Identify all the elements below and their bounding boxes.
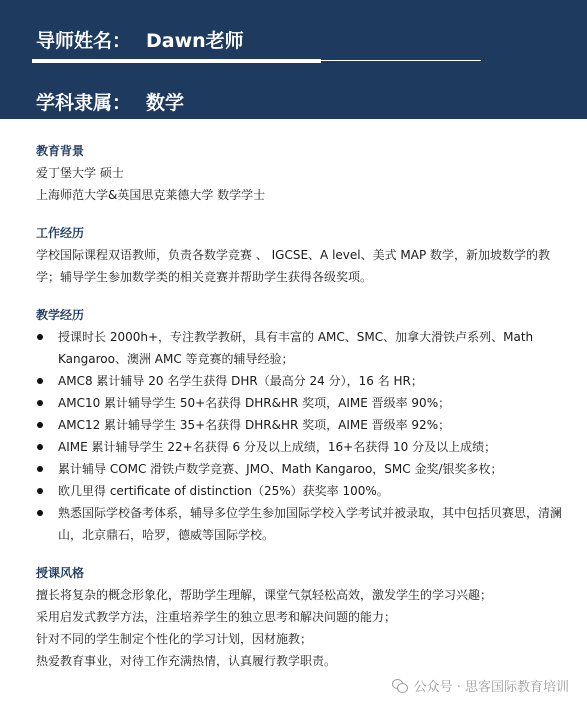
list-item [36,326,563,370]
watermark-text: 公众号 · 思客国际教育培训 [413,680,569,695]
tutor-name-row [36,26,244,53]
teaching-list [36,326,566,546]
header-banner [0,0,587,119]
list-item-text: 欧几里得 certificate of distinction（25%）获奖率 100%。 [58,484,389,498]
list-item [36,436,563,458]
style-line: 擅长将复杂的概念形象化，帮助学生理解，课堂气氛轻松高效，激发学生的学习兴趣； [36,588,493,602]
list-item-text: 累计辅导 COMC 滑铁卢数学竞赛、JMO、Math Kangaroo，SMC 金奖/银奖多枚； [58,462,503,476]
education-line: 上海师范大学&英国思克莱德大学 数学学士 [36,188,266,202]
list-item [36,458,563,480]
bullet-icon [37,400,43,406]
bullet-icon [37,422,43,428]
list-item-text: AMC10 累计辅导学生 50+名获得 DHR&HR 奖项，AIME 晋级率 90%； [58,396,451,410]
watermark [392,676,569,695]
education-line: 爱丁堡大学 硕士 [36,166,124,180]
style-line: 采用启发式教学方法，注重培养学生的独立思考和解决问题的能力； [36,610,397,624]
list-item-text: 授课时长 2000h+，专注教学教研，具有丰富的 AMC、SMC、加拿大滑铁卢系列、Math Kangaroo、澳洲 AMC 等竞赛的辅导经验； [58,330,534,366]
list-item [36,414,563,436]
style-section [36,562,566,672]
bullet-icon [37,378,43,384]
teaching-section [36,304,566,546]
tutor-name-value: Dawn老师 [146,30,244,52]
work-title: 工作经历 [36,226,85,240]
bullet-icon [37,466,43,472]
header-divider-thin [321,60,481,61]
teaching-title: 教学经历 [36,308,85,322]
header-divider-thick [32,59,321,63]
education-title: 教育背景 [36,144,85,158]
subject-label: 学科隶属： [36,92,132,114]
list-item-text: AMC12 累计辅导学生 35+名获得 DHR&HR 奖项，AIME 晋级率 92%； [58,418,451,432]
list-item [36,480,563,502]
bullet-icon [37,510,43,516]
list-item [36,370,563,392]
wechat-icon [392,679,408,693]
bullet-icon [37,488,43,494]
style-line: 热爱教育事业，对待工作充满热情，认真履行教学职责。 [36,654,337,668]
style-line: 针对不同的学生制定个性化的学习计划，因材施教； [36,632,313,646]
tutor-name-label: 导师姓名： [36,30,132,52]
list-item-text: 熟悉国际学校备考体系，辅导多位学生参加国际学校入学考试并被录取，其中包括贝赛思，清澜山，北京鼎石，哈罗，德威等国际学校。 [58,506,563,542]
list-item-text: AMC8 累计辅导 20 名学生获得 DHR（最高分 24 分），16 名 HR； [58,374,423,388]
style-title: 授课风格 [36,566,85,580]
bullet-icon [37,334,43,340]
subject-row [36,88,184,115]
list-item [36,392,563,414]
work-section [36,222,566,288]
list-item-text: AIME 累计辅导学生 22+名获得 6 分及以上成绩，16+名获得 10 分及以上成绩； [58,440,497,454]
bullet-icon [37,444,43,450]
education-section [36,140,566,206]
list-item [36,502,563,546]
subject-value: 数学 [146,92,185,114]
resume-content [36,140,566,688]
work-text: 学校国际课程双语教师，负责各数学竞赛 、 IGCSE、A level、美式 MAP 数学，新加坡数学的教学；辅导学生参加数学类的相关竞赛并帮助学生获得各级奖项。 [36,248,551,284]
